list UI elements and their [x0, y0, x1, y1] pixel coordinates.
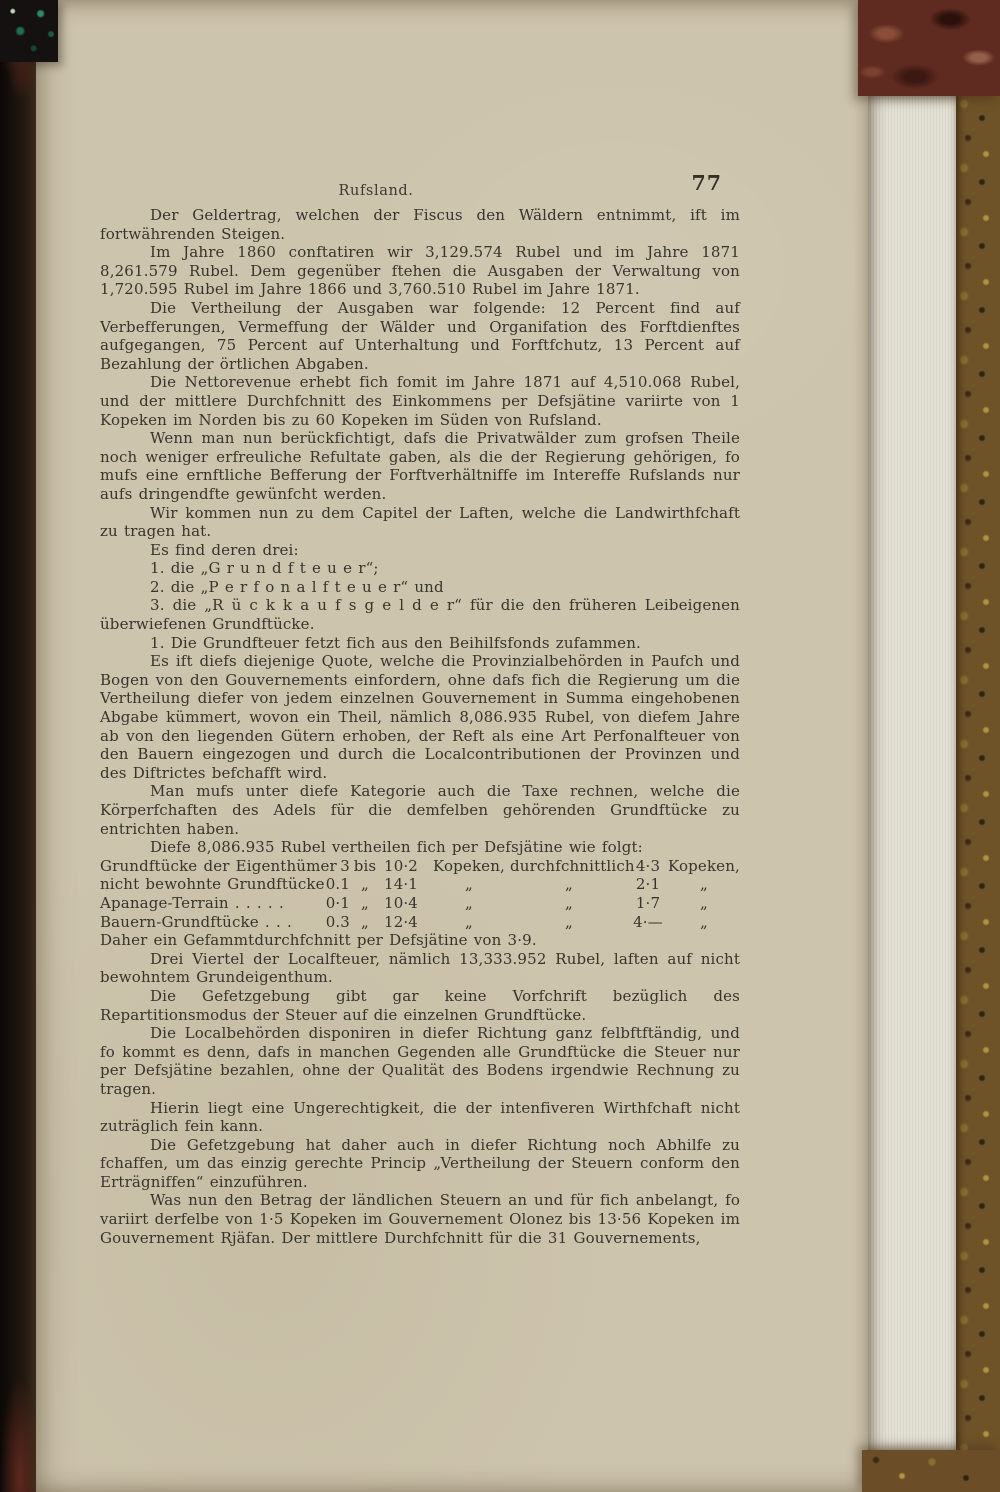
table-cell: durchfchnittlich: [510, 856, 635, 875]
paragraph: Die Localbehörden disponiren in diefer Richtung ganz felbftftändig, und fo kommt es denn, dafs in manchen Gegenden alle Grundftücke die Steuer nur per Defsjätine bezahlen, ohne der Qualität des Bodens irgendwie Rechnung zu tragen.: [100, 1024, 740, 1098]
table-cell: „: [565, 893, 573, 912]
table-cell: Kopeken,: [668, 856, 740, 875]
table-cell: „: [565, 875, 573, 894]
table-cell: Kopeken,: [433, 856, 505, 875]
table-cell: 1·7: [635, 893, 661, 912]
paragraph: 1. Die Grundfteuer fetzt fich aus den Beihilfsfonds zufammen.: [150, 633, 641, 652]
table-cell: Grundftücke der Eigenthümer: [100, 856, 337, 875]
marbled-cover-bottom-right: [862, 1450, 1000, 1492]
table-cell: 3: [340, 856, 350, 875]
table-cell: 10·4: [384, 893, 418, 912]
paragraph: Die Vertheilung der Ausgaben war folgende: 12 Percent find auf Verbefferungen, Vermeffung der Wälder und Organifation des Forftdienftes aufgegangen, 75 Percent auf Unterhaltung und Forftfchutz, 13 Percent auf Bezahlung der örtlichen Abgaben.: [100, 298, 740, 373]
list-item-personalsteuer: 2. die „P e r f o n a l f t e u e r“ und: [150, 577, 444, 596]
paragraph: Es find deren drei:: [150, 540, 299, 559]
table-cell: 0.1: [325, 875, 350, 894]
paragraph: Die Nettorevenue erhebt fich fomit im Jahre 1871 auf 4,510.068 Rubel, und der mittlere Durchfchnitt des Einkommens per Defsjätine variirte von 1 Kopeken im Norden bis zu 60 Kopeken im Süden von Rufsland.: [100, 373, 740, 429]
table-cell: Apanage-Terrain . . . . .: [100, 893, 284, 912]
table-cell: bis: [353, 856, 377, 875]
paragraph: Was nun den Betrag der ländlichen Steuern an und für fich anbelangt, fo variirt derfelbe von 1·5 Kopeken im Gouvernement Olonez bis 13·56 Kopeken im Gouvernement Rjäfan. Der mittlere Durchfchnitt für die 31 Gouvernements,: [100, 1191, 740, 1247]
marbled-cover-top-right: [858, 0, 1000, 96]
marbled-cover-right: [956, 0, 1000, 1492]
paragraph: Wir kommen nun zu dem Capitel der Laften, welche die Landwirthfchaft zu tragen hat.: [100, 503, 740, 541]
text-block: [100, 171, 740, 1247]
table-cell: „: [700, 912, 708, 931]
list-item-grundsteuer: 1. die „G r u n d f t e u e r“;: [150, 559, 379, 578]
table-cell: 2·1: [635, 875, 661, 894]
table-cell: „: [361, 875, 369, 894]
paragraph: Die Gefetzgebung gibt gar keine Vorfchrift bezüglich des Repartitionsmodus der Steuer auf die einzelnen Grundftücke.: [100, 986, 740, 1024]
page-edges: [868, 94, 958, 1452]
page-number: 77: [691, 171, 722, 195]
table-cell: 0.3: [325, 912, 350, 931]
running-title: Rufsland.: [338, 183, 414, 199]
tax-table: [100, 857, 740, 931]
paragraph: Es ift diefs diejenige Quote, welche die Provinzialbehörden in Paufch und Bogen von den Gouvernements einfordern, ohne dafs fich die Regierung um die Vertheilung diefer von jedem einzelnen Gouvernement in Summa eingehobenen Abgabe kümmert, wovon ein Theil, nämlich 8,086.935 Rubel, von diefem Jahre ab von den liegenden Gütern erhoben, der Reft als eine Art Perfonalfteuer von den Bauern eingezogen und durch die Localcontributionen der Provinzen und des Diftrictes befchafft wird.: [100, 652, 740, 782]
paragraph: Man mufs unter diefe Kategorie auch die Taxe rechnen, welche die Körperfchaften des Adels für die demfelben gehörenden Grundftücke zu entrichten haben.: [100, 782, 740, 838]
paragraph: Wenn man nun berückfichtigt, dafs die Privatwälder zum grofsen Theile noch weniger erfreuliche Refultate gaben, als die der Regierung gehörigen, fo mufs eine ernftliche Befferung der Forftverhältniffe im Intereffe Rufslands nur aufs dringendfte gewünfcht werden.: [100, 429, 740, 503]
table-cell: „: [465, 893, 473, 912]
table-cell: „: [465, 912, 473, 931]
paragraph: Diefe 8,086.935 Rubel vertheilen fich per Defsjätine wie folgt:: [150, 838, 643, 857]
paragraph: Im Jahre 1860 conftatiren wir 3,129.574 Rubel und im Jahre 1871 8,261.579 Rubel. Dem gegenüber ftehen die Ausgaben der Verwaltung von 1,720.595 Rubel im Jahre 1866 und 3,760.510 Rubel im Jahre 1871.: [100, 243, 740, 299]
table-cell: „: [565, 912, 573, 931]
marbled-corner-top-left: [0, 0, 58, 62]
table-cell: „: [700, 875, 708, 894]
table-cell: 10·2: [384, 856, 418, 875]
table-cell: 4·3: [635, 856, 661, 875]
list-item-rueckkaufsgelder: 3. die „R ü c k k a u f s g e l d e r“ für die den früheren Leibeigenen überwiefenen Grundftücke.: [100, 596, 740, 634]
paragraph: Die Gefetzgebung hat daher auch in diefer Richtung noch Abhilfe zu fchaffen, um das einzig gerechte Princip „Vertheilung der Steuern conform den Erträgniffen“ einzuführen.: [100, 1135, 740, 1191]
table-cell: Bauern-Grundftücke . . .: [100, 912, 292, 931]
paragraph: Hierin liegt eine Ungerechtigkeit, die der intenfiveren Wirthfchaft nicht zuträglich fein kann.: [100, 1098, 740, 1136]
paragraph: Der Geldertrag, welchen der Fiscus den Wäldern entnimmt, ift im fortwährenden Steigen.: [100, 206, 740, 243]
table-cell: nicht bewohnte Grundftücke: [100, 875, 325, 894]
table-cell: 12·4: [384, 912, 418, 931]
table-cell: „: [361, 893, 369, 912]
table-cell: „: [361, 912, 369, 931]
table-cell: „: [700, 893, 708, 912]
table-cell: 0·1: [325, 893, 350, 912]
table-cell: 14·1: [384, 875, 418, 894]
book-spine: [0, 0, 36, 1492]
table-cell: 4·—: [633, 912, 663, 931]
page-header: [100, 171, 740, 206]
paragraph: Drei Viertel der Localfteuer, nämlich 13,333.952 Rubel, laften auf nicht bewohntem Grundeigenthum.: [100, 949, 740, 987]
table-cell: „: [465, 875, 473, 894]
paragraph: Daher ein Gefammtdurchfchnitt per Defsjätine von 3·9.: [100, 931, 537, 950]
